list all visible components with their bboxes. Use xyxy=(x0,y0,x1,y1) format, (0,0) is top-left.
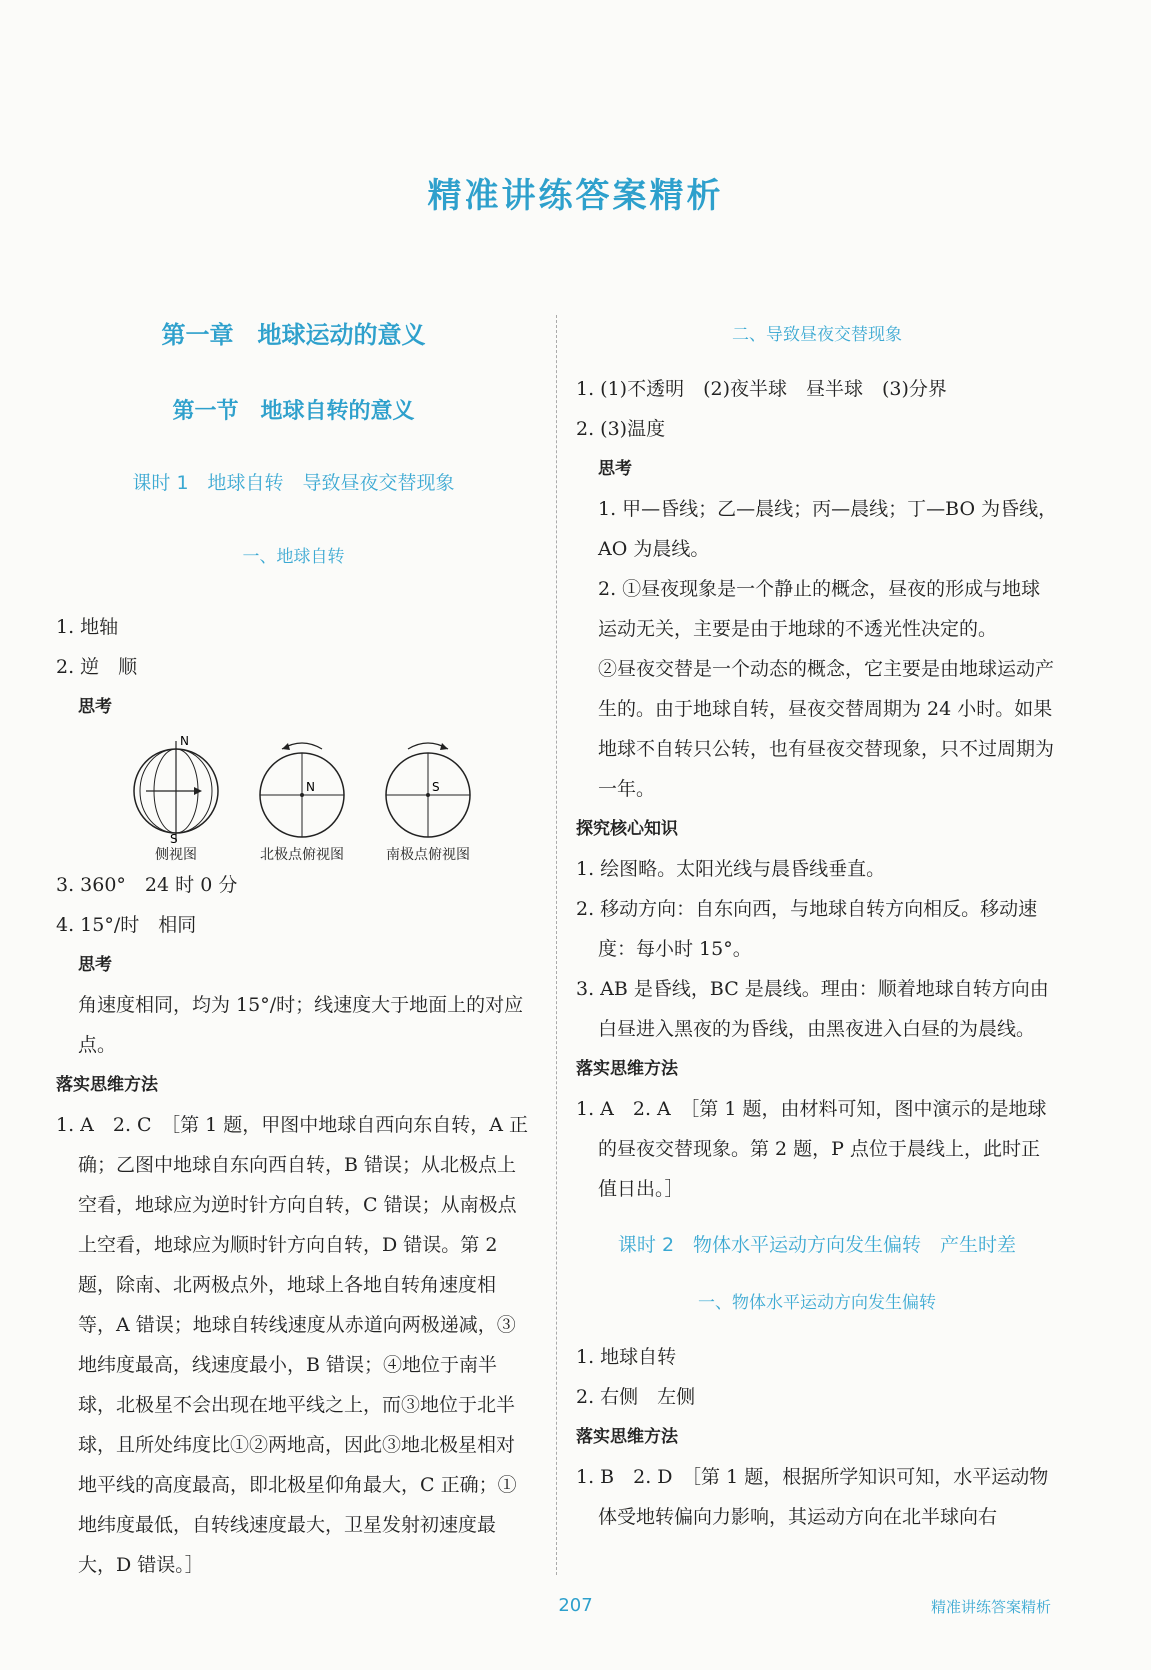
lesson-heading: 课时 1 地球自转 导致昼夜交替现象 xyxy=(132,472,455,494)
chapter-heading: 第一章 地球运动的意义 xyxy=(161,320,426,349)
method-text: 1. A 2. C ［第 1 题，甲图中地球自西向东自转，A 正确；乙图中地球自东向西自转，B 错误；从北极点上空看，地球应为逆时针方向自转，C 错误；从南极点上空看，地球应为顺时针方向自转，D 错误。第 2 题，除南、北两极点外，地球上各地自转角速度相等，A 错误；地球自转线速度从赤道向两极递减，③地纬度最高，线速度最小，B 错误；④地位于南半球，北极星不会出现在地平线之上，而③地位于北半球，且所处纬度比①②两地高，因此③地北极星相对地平线的高度最高，即北极星仰角最大，C 正确；①地纬度最低，自转线速度最大，卫星发射初速度最大，D 错误。］ xyxy=(56,1114,529,1576)
answer-line: 4. 15°/时 相同 xyxy=(56,914,197,936)
think-label: 思考 xyxy=(78,697,112,717)
north-pole-figure xyxy=(252,733,352,865)
method-label: 落实思维方法 xyxy=(576,1427,678,1447)
answer-line: 2. 逆 顺 xyxy=(56,656,138,678)
part-heading: 一、地球自转 xyxy=(242,547,345,567)
right-column xyxy=(576,315,1058,1537)
core-item: 2. 移动方向：自东向西，与地球自转方向相反。移动速度：每小时 15°。 xyxy=(576,898,1038,960)
column-divider xyxy=(556,315,557,1575)
method-text: 1. B 2. D ［第 1 题，根据所学知识可知，水平运动物体受地转偏向力影响，其运动方向在北半球向右 xyxy=(576,1466,1049,1528)
method-text: 1. A 2. A ［第 1 题，由材料可知，图中演示的是地球的昼夜交替现象。第 2 题，P 点位于晨线上，此时正值日出。］ xyxy=(576,1098,1047,1200)
figure-caption: 侧视图 xyxy=(155,847,197,863)
answer-line: 3. 360° 24 时 0 分 xyxy=(56,874,238,896)
think-label: 思考 xyxy=(78,955,112,975)
north-label: N xyxy=(306,780,315,794)
page-number: 207 xyxy=(558,1595,593,1616)
core-label: 探究核心知识 xyxy=(576,819,678,839)
north-label: N xyxy=(180,734,189,748)
north-pole-globe-icon xyxy=(252,733,352,843)
part-heading: 一、物体水平运动方向发生偏转 xyxy=(698,1293,936,1313)
think-text: 角速度相同，均为 15°/时；线速度大于地面上的对应点。 xyxy=(78,994,524,1056)
answer-line: 1. (1)不透明 (2)夜半球 昼半球 (3)分界 xyxy=(576,378,947,400)
figure-caption: 南极点俯视图 xyxy=(386,847,470,863)
page-title: 精准讲练答案精析 xyxy=(427,176,724,216)
answer-line: 2. (3)温度 xyxy=(576,418,666,440)
figure-caption: 北极点俯视图 xyxy=(260,847,344,863)
footer-label: 精准讲练答案精析 xyxy=(930,1598,1051,1616)
think-item: ②昼夜交替是一个动态的概念，它主要是由地球运动产生的。由于地球自转，昼夜交替周期为 24 小时。如果地球不自转只公转，也有昼夜交替现象，只不过周期为一年。 xyxy=(598,658,1055,800)
south-label: S xyxy=(432,780,440,794)
answer-line: 1. 地球自转 xyxy=(576,1346,677,1368)
south-label: S xyxy=(170,832,178,843)
globe-figures xyxy=(56,733,531,865)
side-view-figure xyxy=(126,733,226,865)
think-item: 2. ①昼夜现象是一个静止的概念，昼夜的形成与地球运动无关，主要是由于地球的不透光性决定的。 xyxy=(598,578,1041,640)
lesson-heading: 课时 2 物体水平运动方向发生偏转 产生时差 xyxy=(617,1234,1017,1256)
south-pole-globe-icon xyxy=(378,733,478,843)
answer-line: 1. 地轴 xyxy=(56,616,119,638)
method-label: 落实思维方法 xyxy=(576,1059,678,1079)
part-heading: 二、导致昼夜交替现象 xyxy=(732,325,902,345)
method-label: 落实思维方法 xyxy=(56,1075,158,1095)
section-heading: 第一节 地球自转的意义 xyxy=(172,398,415,424)
think-label: 思考 xyxy=(598,459,632,479)
core-item: 3. AB 是昏线，BC 是晨线。理由：顺着地球自转方向由白昼进入黑夜的为昏线，由黑夜进入白昼的为晨线。 xyxy=(576,978,1049,1040)
left-column xyxy=(56,315,531,1585)
core-item: 1. 绘图略。太阳光线与晨昏线垂直。 xyxy=(576,858,886,880)
south-pole-figure xyxy=(378,733,478,865)
think-item: 1. 甲—昏线；乙—晨线；丙—晨线；丁—BO 为昏线，AO 为晨线。 xyxy=(598,498,1058,560)
answer-line: 2. 右侧 左侧 xyxy=(576,1386,696,1408)
side-view-globe-icon xyxy=(126,733,226,843)
